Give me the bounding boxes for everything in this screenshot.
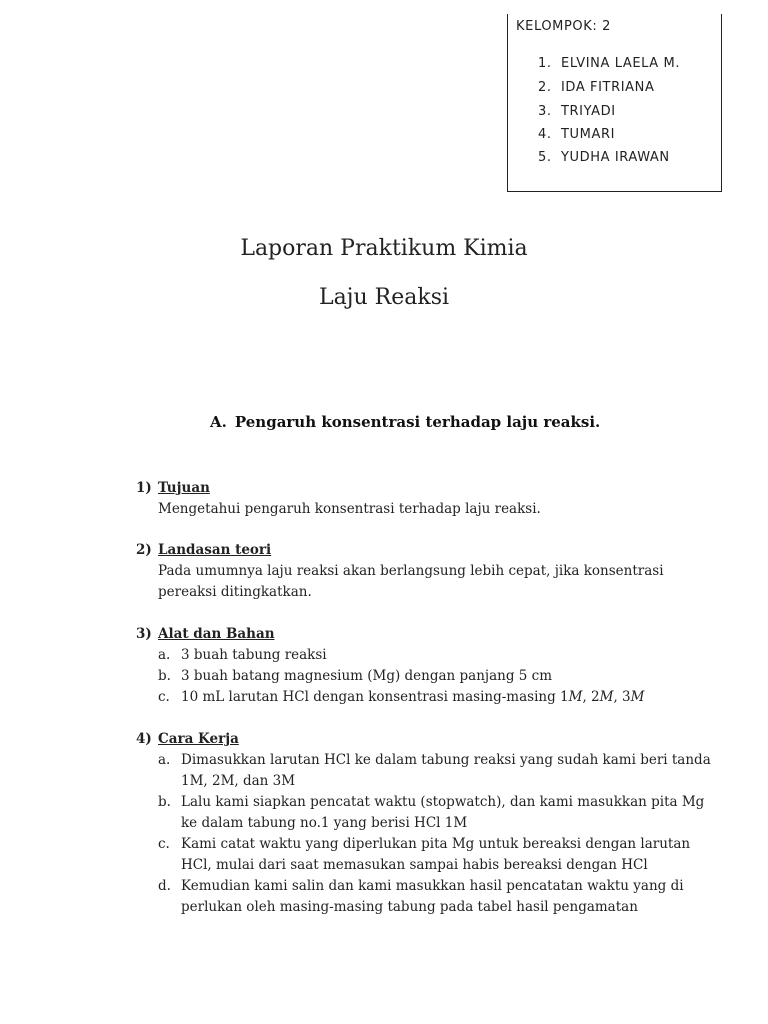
alat-item: a. 3 buah tabung reaksi bbox=[158, 647, 327, 663]
member-name: YUDHA IRAWAN bbox=[561, 150, 670, 165]
cara-label: Cara Kerja bbox=[158, 731, 239, 747]
tujuan-heading: 1) Tujuan bbox=[136, 480, 210, 496]
section-letter: A. bbox=[210, 413, 227, 431]
cara-item-continuation: ke dalam tabung no.1 yang berisi HCl 1M bbox=[181, 815, 468, 831]
member-item: 3. TRIYADI bbox=[538, 104, 616, 119]
document-subtitle: Laju Reaksi bbox=[318, 285, 450, 310]
landasan-text-line: pereaksi ditingkatkan. bbox=[158, 584, 312, 600]
alat-item: b. 3 buah batang magnesium (Mg) dengan panjang 5 cm bbox=[158, 668, 553, 684]
member-name: IDA FITRIANA bbox=[561, 80, 655, 95]
section-heading bbox=[210, 413, 600, 431]
cara-item: b. Lalu kami siapkan pencatat waktu (stopwatch), dan kami masukkan pita Mg bbox=[158, 794, 705, 810]
landasan-label: Landasan teori bbox=[158, 542, 272, 558]
member-item: 2. IDA FITRIANA bbox=[538, 80, 655, 95]
member-name: TUMARI bbox=[561, 127, 616, 142]
member-item: 4. TUMARI bbox=[538, 127, 616, 142]
member-item: 5. YUDHA IRAWAN bbox=[538, 150, 670, 165]
member-name: ELVINA LAELA M. bbox=[561, 56, 681, 71]
cara-item: d. Kemudian kami salin dan kami masukkan hasil pencatatan waktu yang di bbox=[158, 878, 684, 894]
alat-heading: 3) Alat dan Bahan bbox=[136, 626, 275, 642]
tujuan-label: Tujuan bbox=[158, 480, 210, 496]
document-title: Laporan Praktikum Kimia bbox=[240, 236, 528, 261]
group-box bbox=[507, 14, 722, 192]
cara-item-continuation: HCl, mulai dari saat memasukan sampai habis bereaksi dengan HCl bbox=[181, 857, 648, 873]
cara-heading: 4) Cara Kerja bbox=[136, 731, 239, 747]
cara-item-continuation: 1M, 2M, dan 3M bbox=[181, 773, 296, 789]
cara-item: a. Dimasukkan larutan HCl ke dalam tabung reaksi yang sudah kami beri tanda bbox=[158, 752, 711, 768]
alat-label: Alat dan Bahan bbox=[158, 626, 275, 642]
landasan-text-line: Pada umumnya laju reaksi akan berlangsung lebih cepat, jika konsentrasi bbox=[158, 563, 664, 579]
tujuan-text: Mengetahui pengaruh konsentrasi terhadap laju reaksi. bbox=[158, 501, 541, 517]
cara-item: c. Kami catat waktu yang diperlukan pita Mg untuk bereaksi dengan larutan bbox=[158, 836, 691, 852]
section-heading-text: Pengaruh konsentrasi terhadap laju reaksi. bbox=[234, 413, 601, 431]
group-title: KELOMPOK: 2 bbox=[516, 19, 611, 34]
member-item: 1. ELVINA LAELA M. bbox=[538, 56, 681, 71]
landasan-heading: 2) Landasan teori bbox=[136, 542, 272, 558]
member-name: TRIYADI bbox=[561, 104, 616, 119]
alat-item: c. 10 mL larutan HCl dengan konsentrasi masing-masing 1M, 2M, 3M bbox=[158, 689, 645, 705]
cara-item-continuation: perlukan oleh masing-masing tabung pada tabel hasil pengamatan bbox=[181, 899, 638, 915]
